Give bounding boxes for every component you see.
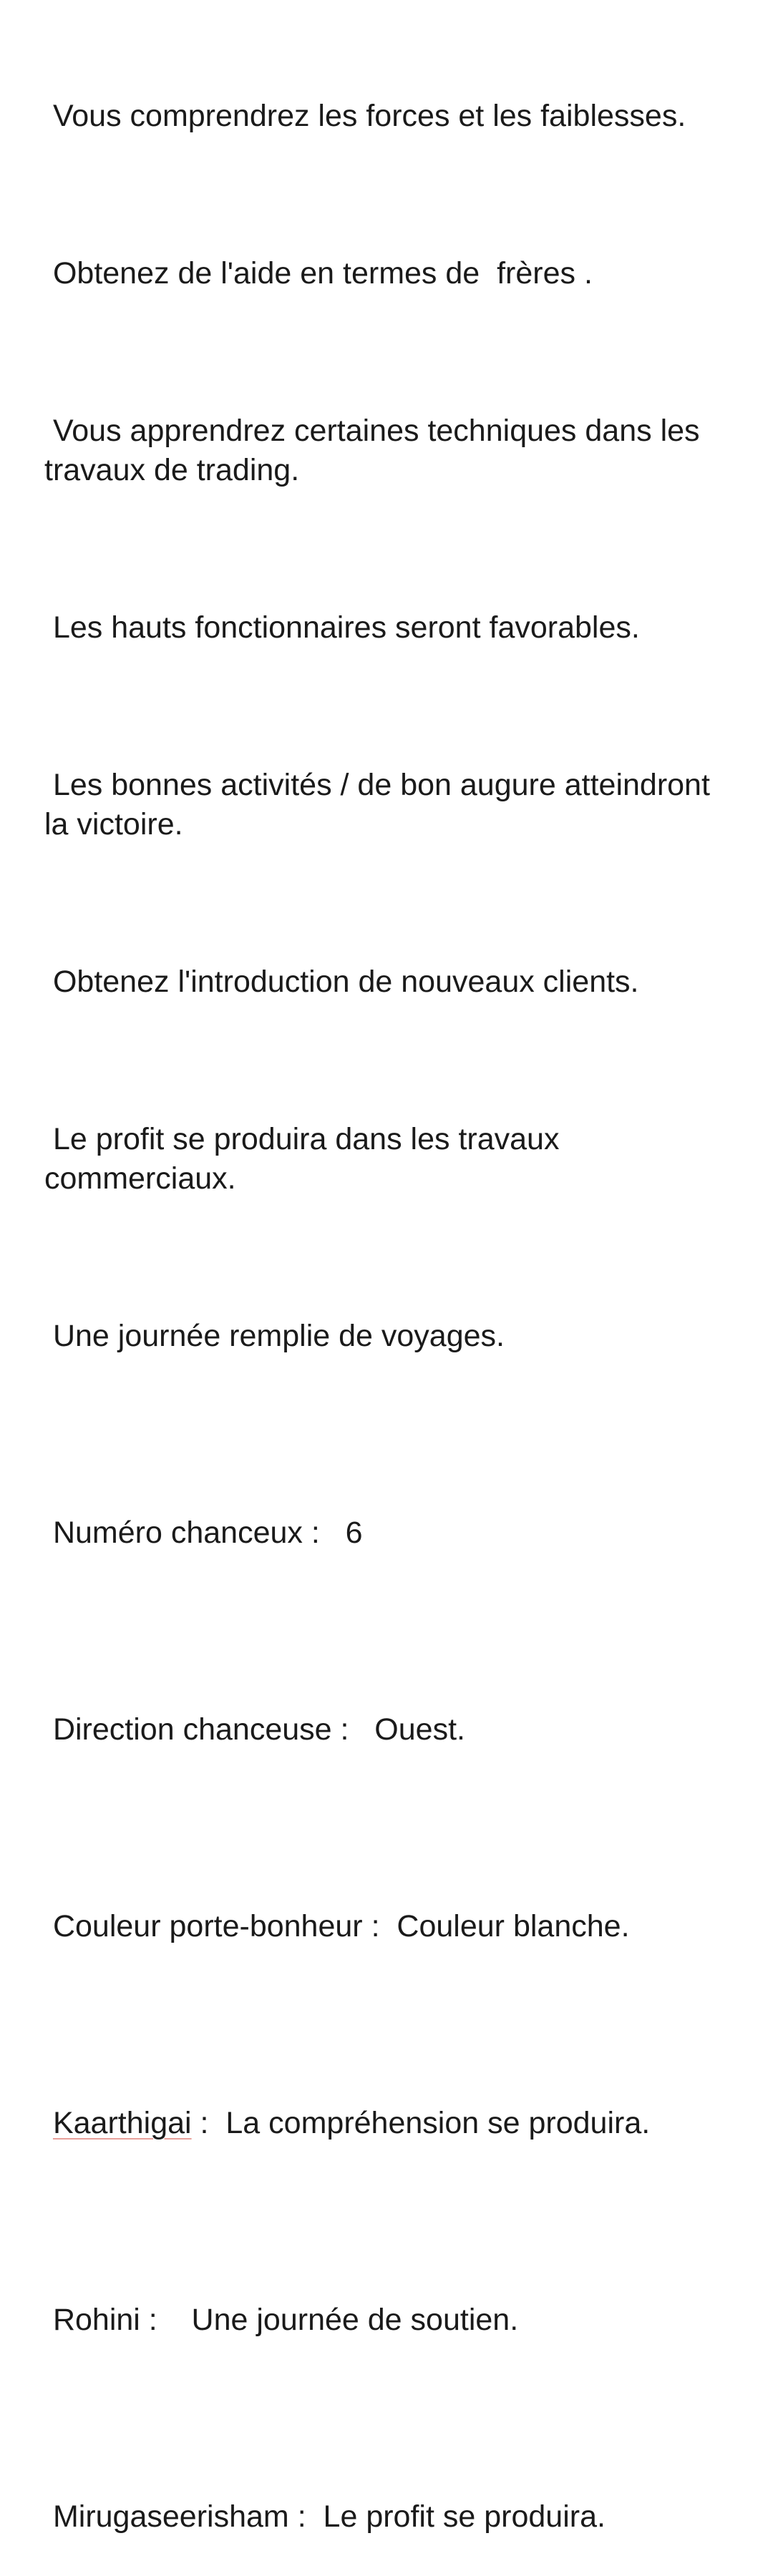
lucky-color bbox=[44, 1907, 731, 1946]
paragraph-activities: Les bonnes activités / de bon augure atteindront la victoire. bbox=[44, 768, 719, 841]
star-separator: : bbox=[191, 2106, 226, 2140]
star-name-rohini: Rohini bbox=[52, 2303, 140, 2337]
paragraph-clients: Obtenez l'introduction de nouveaux clients. bbox=[44, 965, 639, 999]
lucky-number-value: 6 bbox=[345, 1516, 363, 1550]
paragraph-trading: Vous apprendrez certaines techniques dans les travaux de trading. bbox=[44, 414, 709, 487]
star-separator: : bbox=[140, 2303, 192, 2337]
lucky-direction-value: Ouest. bbox=[374, 1712, 465, 1747]
star-text-kaarthigai: La compréhension se produira. bbox=[225, 2106, 651, 2140]
star-name-kaarthigai: Kaarthigai bbox=[52, 2106, 192, 2140]
star-kaarthigai bbox=[44, 2104, 731, 2143]
lucky-direction-label: Direction chanceuse : bbox=[44, 1712, 375, 1747]
star-text-mirugaseerisham: Le profit se produira. bbox=[323, 2499, 606, 2534]
lucky-direction bbox=[44, 1710, 731, 1750]
document-body bbox=[44, 18, 731, 2576]
lucky-color-label: Couleur porte-bonheur : bbox=[44, 1909, 397, 1943]
star-text-rohini: Une journée de soutien. bbox=[191, 2303, 519, 2337]
paragraph-officials: Les hauts fonctionnaires seront favorables. bbox=[44, 610, 640, 645]
paragraph-travel: Une journée remplie de voyages. bbox=[44, 1319, 505, 1353]
paragraph-profit: Le profit se produira dans les travaux commerciaux. bbox=[44, 1122, 568, 1196]
star-separator: : bbox=[288, 2499, 324, 2534]
lucky-color-value: Couleur blanche. bbox=[397, 1909, 630, 1943]
paragraph-brothers: Obtenez de l'aide en termes de frères . bbox=[44, 256, 593, 291]
lucky-number-label: Numéro chanceux : bbox=[44, 1516, 346, 1550]
lucky-number bbox=[44, 1513, 731, 1553]
star-mirugaseerisham bbox=[44, 2497, 731, 2537]
star-name-mirugaseerisham: Mirugaseerisham bbox=[52, 2499, 289, 2534]
paragraph-strengths: Vous comprendrez les forces et les faiblesses. bbox=[44, 99, 686, 133]
star-rohini bbox=[44, 2301, 731, 2340]
